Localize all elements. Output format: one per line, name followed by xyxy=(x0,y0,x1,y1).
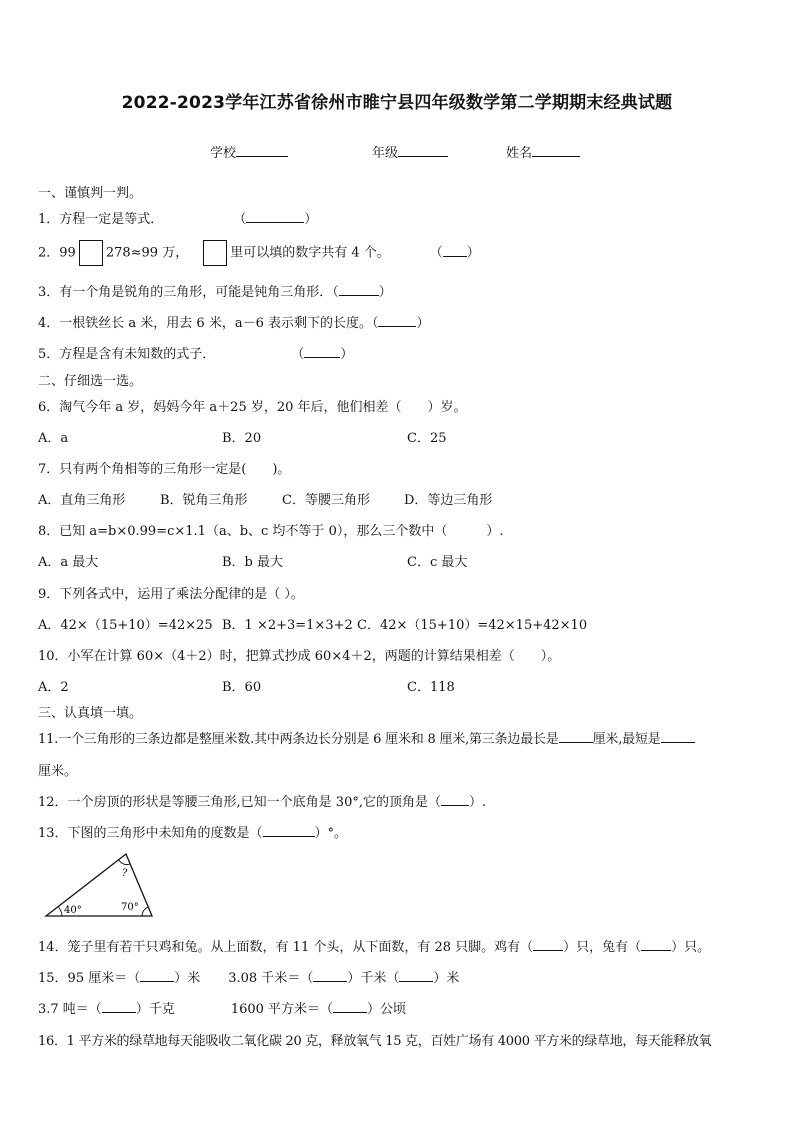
section-heading-2: 二、仔细选一选。 xyxy=(38,374,143,389)
option-b: B．1 ×2+3=1×3+2 xyxy=(222,618,353,633)
option-c: C．等腰三角形 xyxy=(282,493,370,508)
question-15: 15．95 厘米＝（ ）米 3.08 千米＝（ ）千米（ ）米 xyxy=(38,971,460,986)
option-b: B．b 最大 xyxy=(222,555,284,570)
section-heading-1: 一、谨慎判一判。 xyxy=(38,186,143,201)
question-2: 2．99 278≈99 万， 里可以填的数字共有 4 个。 （ ） xyxy=(38,240,480,266)
option-d: D．等边三角形 xyxy=(404,493,493,508)
question-9: 9．下列各式中，运用了乘法分配律的是（ ）。 xyxy=(38,587,304,602)
name-label: 姓名 xyxy=(506,146,533,161)
grade-blank xyxy=(398,143,448,157)
option-a: A．42×（15+10）=42×25 xyxy=(38,618,213,633)
angle-label-top: ? xyxy=(122,868,128,879)
angle-label-right: 70° xyxy=(121,902,139,913)
school-field xyxy=(210,142,288,161)
question-12: 12．一个房顶的形状是等腰三角形,已知一个底角是 30°,它的顶角是（ ）. xyxy=(38,795,487,810)
option-c: C．42×（15+10）=42×15+42×10 xyxy=(357,618,588,633)
option-c: C．118 xyxy=(407,680,455,695)
name-blank xyxy=(532,143,580,157)
school-label: 学校 xyxy=(210,146,237,161)
page-title: 2022-2023学年江苏省徐州市睢宁县四年级数学第二学期期末经典试题 xyxy=(121,93,673,113)
question-11: 11.一个三角形的三条边都是整厘米数.其中两条边长分别是 6 厘米和 8 厘米,第三条边最长是 厘米,最短是 xyxy=(38,728,695,747)
option-b: B．20 xyxy=(222,431,262,446)
school-blank xyxy=(236,143,288,157)
question-14: 14．笼子里有若干只鸡和兔。从上面数，有 11 个头，从下面数，有 28 只脚。鸡有（ ）只，兔有（ ）只。 xyxy=(38,940,711,955)
angle-label-left: 40° xyxy=(64,905,82,916)
answer-box xyxy=(203,240,227,266)
grade-label: 年级 xyxy=(372,146,399,161)
question-6: 6．淘气今年 a 岁，妈妈今年 a＋25 岁，20 年后，他们相差（ ）岁。 xyxy=(38,400,467,415)
angle-arc-left xyxy=(59,907,62,916)
grade-field xyxy=(372,142,448,161)
option-b: B．锐角三角形 xyxy=(160,493,248,508)
question-10: 10．小军在计算 60×（4＋2）时，把算式抄成 60×4＋2，两题的计算结果相差（ ）。 xyxy=(38,649,561,664)
angle-arc-right xyxy=(142,907,148,916)
question-8: 8．已知 a=b×0.99=c×1.1（a、b、c 均不等于 0），那么三个数中（ ）. xyxy=(38,524,504,539)
question-1: 1．方程一定是等式． （ ） xyxy=(38,212,318,227)
question-7: 7．只有两个角相等的三角形一定是( )。 xyxy=(38,462,291,477)
question-15-cont: 3.7 吨＝（ ）千克 1600 平方米＝（ ）公顷 xyxy=(38,1002,407,1017)
question-13: 13．下图的三角形中未知角的度数是（ ）°。 xyxy=(38,826,348,841)
name-field xyxy=(506,142,580,161)
answer-box xyxy=(79,240,103,266)
option-a: A．a 最大 xyxy=(38,555,99,570)
question-5: 5．方程是含有未知数的式子． （ ） xyxy=(38,347,354,362)
option-c: C．c 最大 xyxy=(407,555,468,570)
option-c: C．25 xyxy=(407,431,447,446)
question-3: 3．有一个角是锐角的三角形，可能是钝角三角形．（ ） xyxy=(38,285,392,300)
option-b: B．60 xyxy=(222,680,262,695)
question-11-cont: 厘米。 xyxy=(38,764,78,779)
section-heading-3: 三、认真填一填。 xyxy=(38,706,143,721)
triangle-figure xyxy=(44,852,156,920)
option-a: A．直角三角形 xyxy=(38,493,126,508)
option-a: A．2 xyxy=(38,680,69,695)
option-a: A．a xyxy=(38,431,69,446)
question-4: 4．一根铁丝长 a 米，用去 6 米，a－6 表示剩下的长度。（ ） xyxy=(38,316,430,331)
question-16: 16．1 平方米的绿草地每天能吸收二氧化碳 20 克，释放氧气 15 克，百姓广场有 4000 平方米的绿草地，每天能释放氧 xyxy=(38,1034,712,1049)
